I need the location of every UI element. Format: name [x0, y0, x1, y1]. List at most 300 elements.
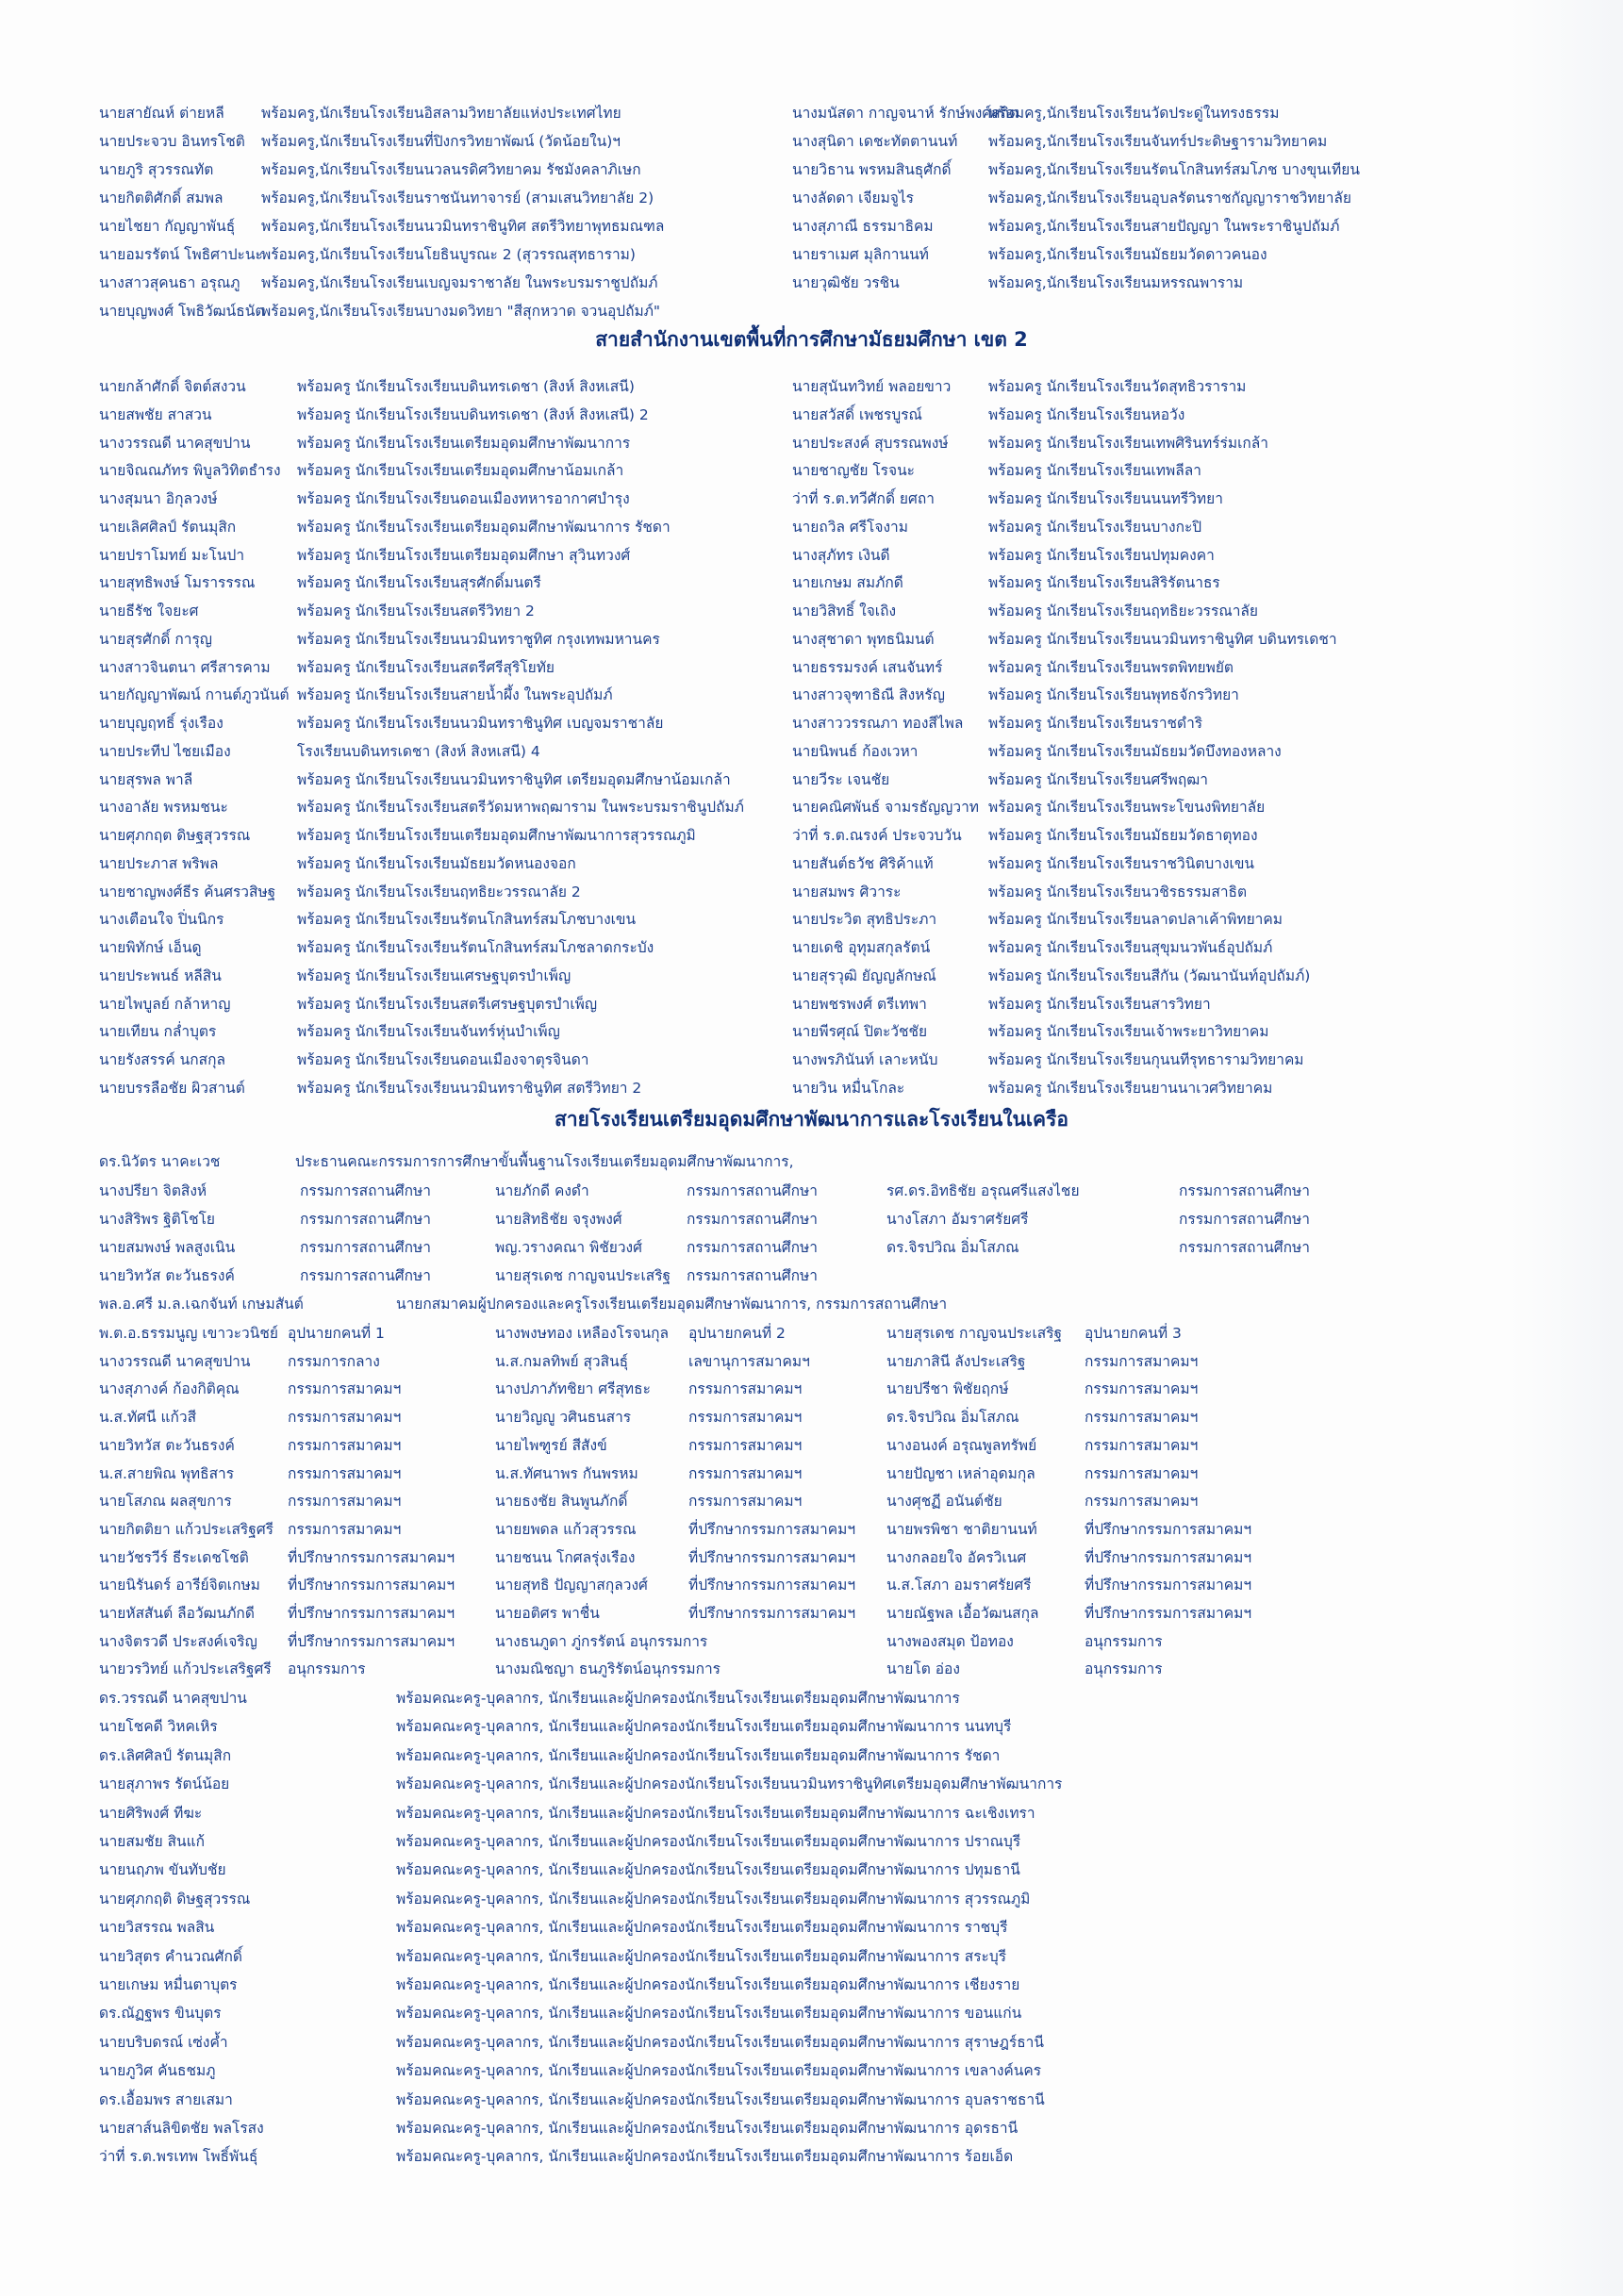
top-right-row — [0, 99, 1623, 127]
school-line: พร้อมครู นักเรียนโรงเรียนนวมินทราชินูทิศ สตรีวิทยา 2 — [297, 1079, 642, 1097]
person-name: นายโชคดี วิหคเหิร — [99, 1718, 218, 1736]
school-line: พร้อมคณะครู-บุคลากร, นักเรียนและผู้ปกครองนักเรียนโรงเรียนเตรียมอุดมศึกษาพัฒนาการ — [396, 1690, 960, 1707]
role-line: กรรมการสมาคมฯ — [288, 1436, 402, 1454]
person-name: น.ส.สายพิณ พุทธิสาร — [99, 1464, 235, 1482]
association-president-row — [0, 1290, 1623, 1318]
role-line: กรรมการสมาคมฯ — [1085, 1409, 1199, 1427]
section-heading-district-2: สายสำนักงานเขตพื้นที่การศึกษามัธยมศึกษา เขต 2 — [595, 328, 1028, 351]
school-line: พร้อมครู นักเรียนโรงเรียนมัธยมวัดหนองจอก — [297, 854, 576, 872]
school-line: พร้อมครู นักเรียนโรงเรียนดอนเมืองทหารอากาศบำรุง — [297, 490, 630, 507]
role-line: ที่ปรึกษากรรมการสมาคมฯ — [1085, 1520, 1252, 1538]
person-name: นายกิตติศักดิ์ สมพล — [99, 190, 224, 206]
person-name: นายรังสรรค์ นกสกุล — [99, 1051, 226, 1068]
school-line: พร้อมครู,นักเรียนโรงเรียนราชนันทาจารย์ (สามเสนวิทยาลัย 2) — [261, 190, 654, 206]
school-line: พร้อมครู นักเรียนโรงเรียนนนทรีวิทยา — [988, 490, 1223, 507]
school-line: พร้อมครู,นักเรียนโรงเรียนบางมดวิทยา "สีสุกหวาด จวนอุปถัมภ์" — [261, 303, 661, 320]
person-name: นายบริบดรณ์ เซ่งคํ้า — [99, 2033, 228, 2051]
role-line: กรรมการสมาคมฯ — [1085, 1493, 1199, 1511]
school-line: พร้อมคณะครู-บุคลากร, นักเรียนและผู้ปกครองนักเรียนโรงเรียนเตรียมอุดมศึกษาพัฒนาการ ร้อยเอ็ด — [396, 2148, 1014, 2166]
school-line: พร้อมครู นักเรียนโรงเรียนนวมินทราชินูทิศ บดินทรเดชา — [988, 630, 1337, 648]
district-right-row — [0, 541, 1623, 570]
person-name: พญ.วรางคณา พิชัยวงศ์ — [495, 1239, 642, 1256]
person-name: นายพรพิชา ชาติยานนท์ — [886, 1520, 1037, 1538]
committee-row — [0, 1262, 1623, 1290]
school-line: พร้อมครู นักเรียนโรงเรียนยานนาเวศวิทยาคม — [988, 1079, 1273, 1097]
branch-row — [0, 1712, 1623, 1741]
person-name: นายสวัสดิ์ เพชรบูรณ์ — [792, 405, 922, 423]
person-name: นายบุญพงศ์ โพธิวัฒน์ธนัต — [99, 303, 265, 320]
role-line: กรรมการสมาคมฯ — [1085, 1464, 1199, 1482]
person-name: นายศุภกฤต ดิษฐสุวรรณ — [99, 827, 251, 844]
school-line: พร้อมครู นักเรียนโรงเรียนวัดสุทธิวราราม — [988, 378, 1247, 395]
person-name: น.ส.ทัศนาพร กันพรหม — [495, 1464, 638, 1482]
person-name: นางสุชาดา พุทธนิมนต์ — [792, 630, 935, 648]
school-line: พร้อมครู นักเรียนโรงเรียนหอวัง — [988, 405, 1185, 423]
person-name: นางวรรณดี นาคสุขปาน — [99, 434, 251, 452]
role-line: กรรมการสถานศึกษา — [687, 1267, 818, 1284]
person-name: นายนิรันดร์ อารีย์จิตเกษม — [99, 1577, 260, 1594]
person-name: นายวัชรวีร์ ธีระเดชโชติ — [99, 1548, 249, 1566]
person-name: นางลัดดา เจียมจูไร — [792, 190, 915, 206]
school-line: พร้อมครู นักเรียนโรงเรียนสตรีศรีสุริโยทัย — [297, 658, 555, 676]
role-line: นายกสมาคมผู้ปกครองและครูโรงเรียนเตรียมอุดมศึกษาพัฒนาการ, กรรมการสถานศึกษา — [396, 1296, 948, 1313]
person-name: ดร.เลิศศิลป์ รัตนมุสิก — [99, 1746, 232, 1764]
person-name: นายสุรเดช กาญจนประเสริฐ — [495, 1267, 671, 1284]
school-line: พร้อมครู นักเรียนโรงเรียนบดินทรเดชา (สิงห์ สิงหเสนี) 2 — [297, 405, 649, 423]
person-name: นายยพดล แก้วสุวรรณ — [495, 1520, 637, 1538]
person-name: นายโสภณ ผลสุขการ — [99, 1493, 232, 1511]
school-line: พร้อมครู,นักเรียนโรงเรียนวัดประดู่ในทรงธรรม — [988, 105, 1280, 122]
committee-row — [0, 1177, 1623, 1205]
person-name: ดร.จิรปวิณ อิ่มโสภณ — [886, 1239, 1019, 1256]
person-name: นายสิทธิชัย จรุงพงศ์ — [495, 1211, 622, 1228]
person-name: นายชนน โกศลรุ่งเรือง — [495, 1548, 636, 1566]
school-line: พร้อมคณะครู-บุคลากร, นักเรียนและผู้ปกครองนักเรียนโรงเรียนนวมินทราชินูทิศเตรียมอุดมศึกษาพัฒนาการ — [396, 1776, 1063, 1793]
person-name: นายบรรลือชัย ผิวสานต์ — [99, 1079, 245, 1097]
person-name: นายสาส์นลิขิตชัย พลโรสง — [99, 2120, 264, 2137]
person-name: นายไพฑูรย์ สีสังข์ — [495, 1436, 607, 1454]
school-line: พร้อมครู นักเรียนโรงเรียนสุขุมนวพันธ์อุปถัมภ์ — [988, 939, 1273, 956]
person-name: นางกลอยใจ อัครวิเนศ — [886, 1548, 1027, 1566]
role-line: ที่ปรึกษากรรมการสมาคมฯ — [288, 1577, 455, 1594]
school-line: พร้อมครู นักเรียนโรงเรียนพุทธจักรวิทยา — [988, 686, 1239, 704]
school-line: โรงเรียนบดินทรเดชา (สิงห์ สิงหเสนี) 4 — [297, 742, 540, 760]
person-name: นายกล้าศักดิ์ จิตต์สงวน — [99, 378, 246, 395]
person-name: นายวิทวัส ตะวันธรงค์ — [99, 1267, 235, 1284]
role-line: อุปนายกคนที่ 2 — [688, 1325, 786, 1342]
person-name: นายสุรศักดิ์ การุญ — [99, 630, 213, 648]
district-right-row — [0, 625, 1623, 653]
association-row — [0, 1599, 1623, 1627]
district-right-row — [0, 878, 1623, 906]
role-line: กรรมการกลาง — [288, 1352, 380, 1370]
person-name: นางสาวจุฑาธิณี สิงหรัญ — [792, 686, 945, 704]
person-name: ว่าที่ ร.ต.พรเทพ โพธิ์พันธุ์ — [99, 2148, 258, 2166]
person-name: นางอาลัย พรหมชนะ — [99, 799, 228, 817]
school-line: พร้อมครู นักเรียนโรงเรียนเจ้าพระยาวิทยาคม — [988, 1023, 1269, 1041]
role-line: กรรมการสมาคมฯ — [688, 1380, 803, 1398]
school-line: พร้อมคณะครู-บุคลากร, นักเรียนและผู้ปกครองนักเรียนโรงเรียนเตรียมอุดมศึกษาพัฒนาการ อุดรธานี — [396, 2120, 1019, 2137]
school-line: พร้อมครู,นักเรียนโรงเรียนเบญจมราชาลัย ในพระบรมราชูปถัมภ์ — [261, 274, 658, 291]
school-line: พร้อมคณะครู-บุคลากร, นักเรียนและผู้ปกครองนักเรียนโรงเรียนเตรียมอุดมศึกษาพัฒนาการ สระบุรี — [396, 1947, 1007, 1965]
school-line: พร้อมครู,นักเรียนโรงเรียนมหรรณพาราม — [988, 274, 1244, 291]
school-line: พร้อมครู นักเรียนโรงเรียนเตรียมอุดมศึกษา สุวินทวงศ์ — [297, 546, 631, 564]
school-line: พร้อมครู นักเรียนโรงเรียนนวมินทราชูทิศ กรุงเทพมหานคร — [297, 630, 660, 648]
association-row — [0, 1319, 1623, 1347]
school-line: พร้อมครู นักเรียนโรงเรียนเศรษฐบุตรบำเพ็ญ — [297, 966, 571, 984]
role-line: กรรมการสมาคมฯ — [288, 1409, 402, 1427]
role-line: กรรมการสถานศึกษา — [300, 1267, 431, 1284]
school-line: พร้อมครู นักเรียนโรงเรียนสุรศักดิ์มนตรี — [297, 574, 541, 592]
person-name: นายวิสรรณ พลสิน — [99, 1919, 215, 1937]
role-line: กรรมการสถานศึกษา — [687, 1211, 818, 1228]
school-line: พร้อมครู นักเรียนโรงเรียนเตรียมอุดมศึกษาน้อมเกล้า — [297, 462, 624, 480]
person-name: นายหัสสันต์ ลือวัฒนภักดี — [99, 1605, 255, 1622]
person-name: นายวิทวัส ตะวันธรงค์ — [99, 1436, 235, 1454]
person-name: นายสุรพล พาลี — [99, 770, 193, 788]
person-name: นายเกษม สมภักดี — [792, 574, 903, 592]
person-name: นางสาวจินตนา ศรีสารคาม — [99, 658, 271, 676]
school-line: พร้อมครู นักเรียนโรงเรียนฤทธิยะวรรณาลัย 2 — [297, 883, 581, 900]
person-name: ดร.วรรณดี นาคสุขปาน — [99, 1690, 247, 1707]
school-line: พร้อมครู นักเรียนโรงเรียนรัตนโกสินทร์สมโภชบางเขน — [297, 911, 637, 929]
role-line: อุปนายกคนที่ 1 — [288, 1325, 385, 1342]
role-line: กรรมการสถานศึกษา — [300, 1211, 431, 1228]
role-line: อนุกรรมการ — [1085, 1660, 1163, 1678]
person-name: นายเทียน กล่ำบุตร — [99, 1023, 217, 1041]
person-name: นางสิริพร ฐิติโชโย — [99, 1211, 215, 1228]
school-line: พร้อมครู นักเรียนโรงเรียนราชวินิตบางเขน — [988, 854, 1255, 872]
school-line: พร้อมครู,นักเรียนโรงเรียนอิสลามวิทยาลัยแห่งประเทศไทย — [261, 105, 621, 122]
person-name: นางสุภัทร เงินดี — [792, 546, 890, 564]
person-name: นายกัญญาพัฒน์ กานต์ภูวนันต์ — [99, 686, 290, 704]
school-line: พร้อมครู นักเรียนโรงเรียนดอนเมืองจาตุรจินดา — [297, 1051, 589, 1068]
school-line: พร้อมครู นักเรียนโรงเรียนสิริรัตนาธร — [988, 574, 1220, 592]
school-line: พร้อมครู,นักเรียนโรงเรียนสายปัญญา ในพระราชินูปถัมภ์ — [988, 218, 1340, 235]
person-name: นายอติศร พาชื่น — [495, 1605, 600, 1622]
district-right-row — [0, 962, 1623, 990]
school-line: พร้อมครู นักเรียนโรงเรียนศรีพฤฒา — [988, 770, 1208, 788]
person-name: นายประสงค์ สุบรรณพงษ์ — [792, 434, 949, 452]
school-line: พร้อมคณะครู-บุคลากร, นักเรียนและผู้ปกครองนักเรียนโรงเรียนเตรียมอุดมศึกษาพัฒนาการ ขอนแก่น — [396, 2005, 1022, 2023]
school-line: พร้อมครู นักเรียนโรงเรียนนวมินทราชินูทิศ เตรียมอุดมศึกษาน้อมเกล้า — [297, 770, 731, 788]
role-line: กรรมการสถานศึกษา — [300, 1239, 431, 1256]
top-right-row — [0, 212, 1623, 240]
person-name: นางเตือนใจ ปิ่นนิกร — [99, 911, 224, 929]
school-line: พร้อมครู นักเรียนโรงเรียนเตรียมอุดมศึกษาพัฒนาการ — [297, 434, 631, 452]
person-name: นายสันต์ธวัช ศิริค้าแท้ — [792, 854, 934, 872]
person-name: นางพองสมุด ป้อทอง — [886, 1632, 1014, 1650]
school-line: พร้อมครู นักเรียนโรงเรียนรัตนโกสินทร์สมโภชลาดกระบัง — [297, 939, 654, 956]
branch-row — [0, 1770, 1623, 1798]
person-name: นางสาววรรณภา ทองสีไพล — [792, 715, 964, 732]
person-name: นายสมชัย สินแก้ — [99, 1833, 206, 1850]
person-name: นางสุนิดา เดชะทัตตานนท์ — [792, 133, 958, 150]
person-name: นายสุทธิ ปัญญาสกุลวงศ์ — [495, 1577, 648, 1594]
role-line: ที่ปรึกษากรรมการสมาคมฯ — [688, 1605, 856, 1622]
school-line: พร้อมครู นักเรียนโรงเรียนฤทธิยะวรรณาลัย — [988, 603, 1258, 619]
person-name: นายชาญพงศ์ธีร ค้นศรวสิษฐ — [99, 883, 276, 900]
association-row — [0, 1375, 1623, 1403]
person-name: นายวรวิทย์ แก้วประเสริฐศรี — [99, 1660, 272, 1678]
association-row — [0, 1515, 1623, 1544]
person-name: นายชาญชัย โรจนะ — [792, 462, 915, 480]
person-name: นายวิน หมื่นโกละ — [792, 1079, 905, 1097]
school-line: พร้อมคณะครู-บุคลากร, นักเรียนและผู้ปกครองนักเรียนโรงเรียนเตรียมอุดมศึกษาพัฒนาการ ราชบุรี — [396, 1919, 1008, 1937]
school-line: พร้อมคณะครู-บุคลากร, นักเรียนและผู้ปกครองนักเรียนโรงเรียนเตรียมอุดมศึกษาพัฒนาการ อุบลราชธานี — [396, 2090, 1045, 2108]
person-name: นางโสภา อัมราศรัยศรี — [886, 1211, 1029, 1228]
district-right-row — [0, 709, 1623, 737]
branch-row — [0, 1827, 1623, 1856]
school-line: พร้อมครู นักเรียนโรงเรียนวชิรธรรมสาธิต — [988, 883, 1248, 900]
person-name: นางอนงค์ อรุณพูลทรัพย์ — [886, 1436, 1037, 1454]
person-name: นางมนัสดา กาญจนาห์ รักษ์พงศ์สถิต — [792, 105, 1019, 122]
person-name: นายวิสิทธิ์ ใจเถิง — [792, 603, 897, 619]
person-name: นางพงษทอง เหลืองโรจนกุล — [495, 1325, 669, 1342]
person-name: ดร.นิวัตร นาคะเวช — [99, 1153, 221, 1170]
district-right-row — [0, 1017, 1623, 1046]
branch-row — [0, 2114, 1623, 2142]
school-line: พร้อมครู นักเรียนโรงเรียนปทุมคงคา — [988, 546, 1215, 564]
person-name: รศ.ดร.อิทธิชัย อรุณศรีแสงไชย — [886, 1182, 1080, 1199]
role-line: กรรมการสมาคมฯ — [688, 1493, 803, 1511]
role-line: ที่ปรึกษากรรมการสมาคมฯ — [688, 1548, 856, 1566]
role-line: กรรมการสถานศึกษา — [300, 1182, 431, 1199]
district-right-row — [0, 653, 1623, 682]
role-line: ที่ปรึกษากรรมการสมาคมฯ — [688, 1577, 856, 1594]
district-right-row — [0, 737, 1623, 766]
district-right-row — [0, 401, 1623, 429]
person-name: นายถวิล ศรีโจงาม — [792, 518, 908, 536]
role-line: กรรมการสมาคมฯ — [1085, 1380, 1199, 1398]
school-line: พร้อมคณะครู-บุคลากร, นักเรียนและผู้ปกครองนักเรียนโรงเรียนเตรียมอุดมศึกษาพัฒนาการ สุราษฎร์ธานี — [396, 2033, 1044, 2051]
person-name: นายเดชิ อุทุมสกุลรัตน์ — [792, 939, 931, 956]
school-line: พร้อมครู นักเรียนโรงเรียนบางกะปิ — [988, 518, 1202, 536]
school-line: พร้อมครู,นักเรียนโรงเรียนที่ปิงกรวิทยาพัฒน์ (วัดน้อยใน)ฯ — [261, 133, 621, 150]
person-name: น.ส.ทัศนี แก้วสี — [99, 1409, 197, 1427]
person-name: นายประพนธ์ หลีสิน — [99, 966, 222, 984]
person-name: นายประภาส พริพล — [99, 854, 219, 872]
person-name: พ.ต.อ.ธรรมนูญ เขาวะวนิชย์ — [99, 1325, 278, 1342]
person-name: นายนฤภพ ขันทับชัย — [99, 1861, 226, 1879]
school-line: พร้อมครู,นักเรียนโรงเรียนจันทร์ประดิษฐารามวิทยาคม — [988, 133, 1328, 150]
school-line: พร้อมครู,นักเรียนโรงเรียนรัตนโกสินทร์สมโภช บางขุนเทียน — [988, 161, 1360, 178]
branch-row — [0, 2056, 1623, 2085]
person-name: นายพชรพงศ์ ตรีเทพา — [792, 995, 927, 1013]
school-line: พร้อมครู นักเรียนโรงเรียนพรตพิทยพยัต — [988, 658, 1234, 676]
role-line: กรรมการสมาคมฯ — [688, 1409, 803, 1427]
person-name: นายนิพนธ์ ก้องเวหา — [792, 742, 919, 760]
person-name: ดร.ณัฏฐพร ขินบุตร — [99, 2005, 222, 2023]
person-name: นายปราโมทย์ มะโนปา — [99, 546, 245, 564]
school-line: พร้อมคณะครู-บุคลากร, นักเรียนและผู้ปกครองนักเรียนโรงเรียนเตรียมอุดมศึกษาพัฒนาการ ฉะเชิงเทรา — [396, 1804, 1035, 1822]
person-name: ว่าที่ ร.ต.ณรงค์ ประจวบวัน — [792, 827, 962, 844]
top-left-row — [0, 297, 1623, 325]
district-right-row — [0, 1074, 1623, 1102]
committee-row — [0, 1205, 1623, 1233]
person-name: นางศุชฏี อนันต์ชัย — [886, 1493, 1002, 1511]
role-line: กรรมการสมาคมฯ — [688, 1464, 803, 1482]
person-name: นางสุภางค์ ก้องกิติคุณ — [99, 1380, 240, 1398]
person-name: นายธรรมรงค์ เสนจันทร์ — [792, 658, 943, 676]
school-line: พร้อมครู นักเรียนโรงเรียนสตรีวิทยา 2 — [297, 603, 535, 619]
school-line: พร้อมคณะครู-บุคลากร, นักเรียนและผู้ปกครองนักเรียนโรงเรียนเตรียมอุดมศึกษาพัฒนาการ สุวรรณภูมิ — [396, 1890, 1031, 1908]
district-right-row — [0, 850, 1623, 878]
association-row — [0, 1347, 1623, 1376]
person-name: นายพิทักษ์ เอ็นดู — [99, 939, 202, 956]
role-line: กรรมการสถานศึกษา — [687, 1182, 818, 1199]
person-name: นางวรรณดี นาคสุขปาน — [99, 1352, 251, 1370]
role-line: กรรมการสถานศึกษา — [1179, 1182, 1310, 1199]
person-name: นายณัฐพล เอื้อวัฒนสกุล — [886, 1605, 1039, 1622]
role-line: กรรมการสถานศึกษา — [1179, 1211, 1310, 1228]
branch-row — [0, 1913, 1623, 1941]
school-line: พร้อมครู นักเรียนโรงเรียนนวมินทราชินูทิศ เบญจมราชาลัย — [297, 715, 664, 732]
branch-row — [0, 2086, 1623, 2114]
association-row — [0, 1460, 1623, 1488]
person-name: นายปัญชา เหล่าอุดมกุล — [886, 1464, 1035, 1482]
person-name: นายปรีชา พิชัยฤกษ์ — [886, 1380, 1009, 1398]
role-line: กรรมการสมาคมฯ — [1085, 1352, 1199, 1370]
branch-row — [0, 1684, 1623, 1712]
association-row — [0, 1487, 1623, 1515]
association-row — [0, 1544, 1623, 1572]
school-line: พร้อมครู,นักเรียนโรงเรียนนวมินทราชินูทิศ สตรีวิทยาพุทธมณฑล — [261, 218, 665, 235]
person-name: นายสมพร ศิวาระ — [792, 883, 902, 900]
role-line: ที่ปรึกษากรรมการสมาคมฯ — [688, 1520, 856, 1538]
person-name: นายไชยา กัญญาพันธุ์ — [99, 218, 236, 235]
district-right-row — [0, 933, 1623, 962]
branch-row — [0, 2142, 1623, 2171]
role-line: กรรมการสถานศึกษา — [687, 1239, 818, 1256]
person-name: นายภูริ สุวรรณทัต — [99, 161, 214, 178]
person-name: นายสุนันทวิทย์ พลอยขาว — [792, 378, 952, 395]
role-line: ประธานคณะกรรมการการศึกษาขั้นพื้นฐานโรงเรียนเตรียมอุดมศึกษาพัฒนาการ, — [295, 1153, 794, 1170]
person-name: นายภูวิศ คันธชมภู — [99, 2062, 216, 2080]
district-right-row — [0, 821, 1623, 850]
district-right-row — [0, 793, 1623, 821]
district-right-row — [0, 597, 1623, 625]
school-line: พร้อมคณะครู-บุคลากร, นักเรียนและผู้ปกครองนักเรียนโรงเรียนเตรียมอุดมศึกษาพัฒนาการ ปราณบุรี — [396, 1833, 1021, 1850]
person-name: นายวีระ เจนชัย — [792, 770, 890, 788]
person-name: นายธงชัย สินพูนภักดิ์ — [495, 1493, 628, 1511]
role-line: อนุกรรมการ — [1085, 1632, 1163, 1650]
district-right-row — [0, 905, 1623, 933]
top-right-row — [0, 156, 1623, 184]
school-line: พร้อมครู,นักเรียนโรงเรียนอุบลรัตนราชกัญญาราชวิทยาลัย — [988, 190, 1352, 206]
branch-row — [0, 1856, 1623, 1884]
person-name: พล.อ.ศรี ม.ล.เฉกจันท์ เกษมสันต์ — [99, 1296, 304, 1313]
person-name: นางปภาภัทชิยา ศรีสุทธะ — [495, 1380, 651, 1398]
role-line: กรรมการสมาคมฯ — [288, 1380, 402, 1398]
school-line: พร้อมครู นักเรียนโรงเรียนพระโขนงพิทยาลัย — [988, 799, 1266, 817]
person-name: นายบุญฤทธิ์ รุ่งเรือง — [99, 715, 224, 732]
person-name: นายสุภาพร รัตน์น้อย — [99, 1776, 230, 1793]
district-right-row — [0, 485, 1623, 513]
person-name: นายโต อ่อง — [886, 1660, 960, 1678]
person-name: นางสาวสุคนธา อรุณภู — [99, 274, 240, 291]
person-name: ดร.เอื้อมพร สายเสมา — [99, 2090, 233, 2108]
person-name: นายภาสินี ลังประเสริฐ — [886, 1352, 1026, 1370]
person-name: นายเกษม หมื่นตาบุตร — [99, 1976, 238, 1993]
role-line: กรรมการสมาคมฯ — [688, 1436, 803, 1454]
district-right-row — [0, 372, 1623, 401]
person-name: นางจิตรวดี ประสงค์เจริญ — [99, 1632, 257, 1650]
role-line: กรรมการสถานศึกษา — [1179, 1239, 1310, 1256]
school-line: พร้อมคณะครู-บุคลากร, นักเรียนและผู้ปกครองนักเรียนโรงเรียนเตรียมอุดมศึกษาพัฒนาการ ปทุมธานี — [396, 1861, 1020, 1879]
person-name: นางธนภูดา ภู่กรรัตน์ อนุกรรมการ — [495, 1632, 708, 1650]
role-line: อุปนายกคนที่ 3 — [1085, 1325, 1182, 1342]
person-name: นายภักดี คงดำ — [495, 1182, 589, 1199]
school-line: พร้อมครู นักเรียนโรงเรียนราชดำริ — [988, 715, 1203, 732]
person-name: น.ส.โสภา อมราศรัยศรี — [886, 1577, 1032, 1594]
person-name: นายจิณณภัทร พิบูลวิทิตธำรง — [99, 462, 281, 480]
school-line: พร้อมครู นักเรียนโรงเรียนสตรีวัดมหาพฤฒาราม ในพระบรมราชินูปถัมภ์ — [297, 799, 744, 817]
section-heading-triam-network: สายโรงเรียนเตรียมอุดมศึกษาพัฒนาการและโรงเรียนในเครือ — [555, 1108, 1068, 1131]
school-line: พร้อมคณะครู-บุคลากร, นักเรียนและผู้ปกครองนักเรียนโรงเรียนเตรียมอุดมศึกษาพัฒนาการ นนทบุรี — [396, 1718, 1012, 1736]
person-name: นายสายัณห์ ต่ายหลี — [99, 105, 224, 122]
person-name: ว่าที่ ร.ต.ทวีศักดิ์ ยศถา — [792, 490, 935, 507]
role-line: ที่ปรึกษากรรมการสมาคมฯ — [288, 1548, 455, 1566]
role-line: ที่ปรึกษากรรมการสมาคมฯ — [288, 1632, 455, 1650]
school-line: พร้อมคณะครู-บุคลากร, นักเรียนและผู้ปกครองนักเรียนโรงเรียนเตรียมอุดมศึกษาพัฒนาการ รัชดา — [396, 1746, 1001, 1764]
branch-row — [0, 1971, 1623, 1999]
association-row — [0, 1403, 1623, 1431]
person-name: นายไพบูลย์ กล้าหาญ — [99, 995, 231, 1013]
person-name: นายวิธาน พรหมสินธุศักดิ์ — [792, 161, 952, 178]
person-name: นางสุมนา อิกุลวงษ์ — [99, 490, 218, 507]
school-line: พร้อมครู นักเรียนโรงเรียนลาดปลาเค้าพิทยาคม — [988, 911, 1283, 929]
person-name: นายสุรเดช กาญจนประเสริฐ — [886, 1325, 1063, 1342]
person-name: นายอมรรัตน์ โพธิศาปะนะ — [99, 246, 263, 263]
district-right-row — [0, 766, 1623, 794]
top-right-row — [0, 184, 1623, 212]
person-name: นางปรียา จิตสิงห์ — [99, 1182, 207, 1199]
person-name: นายสมพงษ์ พลสูงเนิน — [99, 1239, 236, 1256]
person-name: นางพรภินันท์ เลาะหนับ — [792, 1051, 938, 1068]
person-name: นายศุภกฤติ ดิษฐสุวรรณ — [99, 1890, 251, 1908]
person-name: นางมณิชญา ธนภูริรัตน์อนุกรรมการ — [495, 1660, 720, 1678]
school-line: พร้อมครู,นักเรียนโรงเรียนนวลนรดิศวิทยาคม รัชมังคลาภิเษก — [261, 161, 641, 178]
person-name: นายประจวบ อินทรโชติ — [99, 133, 245, 150]
school-line: พร้อมครู,นักเรียนโรงเรียนโยธินบูรณะ 2 (สุวรรณสุทธาราม) — [261, 246, 636, 263]
district-right-row — [0, 569, 1623, 597]
school-line: พร้อมครู,นักเรียนโรงเรียนมัธยมวัดดาวคนอง — [988, 246, 1267, 263]
branch-row — [0, 1799, 1623, 1827]
branch-row — [0, 1885, 1623, 1913]
role-line: กรรมการสมาคมฯ — [288, 1464, 402, 1482]
person-name: นายพีรศุณ์ ปิตะวัชชัย — [792, 1023, 928, 1041]
person-name: นายสพชัย สาสวน — [99, 405, 212, 423]
role-line: กรรมการสมาคมฯ — [288, 1520, 402, 1538]
role-line: กรรมการสมาคมฯ — [1085, 1436, 1199, 1454]
person-name: นายวุฒิชัย วรชิน — [792, 274, 900, 291]
branch-row — [0, 1742, 1623, 1770]
school-line: พร้อมครู นักเรียนโรงเรียนมัธยมวัดบึงทองหลาง — [988, 742, 1282, 760]
role-line: ที่ปรึกษากรรมการสมาคมฯ — [288, 1605, 455, 1622]
school-line: พร้อมครู นักเรียนโรงเรียนเทพศิรินทร์ร่มเกล้า — [988, 434, 1268, 452]
person-name: นายศิริพงศ์ ทีฆะ — [99, 1804, 203, 1822]
person-name: นายเลิศศิลป์ รัตนมุสิก — [99, 518, 237, 536]
school-line: พร้อมคณะครู-บุคลากร, นักเรียนและผู้ปกครองนักเรียนโรงเรียนเตรียมอุดมศึกษาพัฒนาการ เขลางค์นคร — [396, 2062, 1042, 2080]
school-line: พร้อมครู นักเรียนโรงเรียนเตรียมอุดมศึกษาพัฒนาการสุวรรณภูมิ — [297, 827, 696, 844]
school-line: พร้อมครู นักเรียนโรงเรียนสตรีเศรษฐบุตรบำเพ็ญ — [297, 995, 598, 1013]
school-line: พร้อมครู นักเรียนโรงเรียนสารวิทยา — [988, 995, 1211, 1013]
person-name: นายธีรัช ใจยะศ — [99, 603, 199, 619]
school-line: พร้อมครู นักเรียนโรงเรียนมัธยมวัดธาตุทอง — [988, 827, 1258, 844]
person-name: นายสุทธิพงษ์ โมรารรรณ — [99, 574, 256, 592]
person-name: นายวิญญู วศินธนสาร — [495, 1409, 632, 1427]
